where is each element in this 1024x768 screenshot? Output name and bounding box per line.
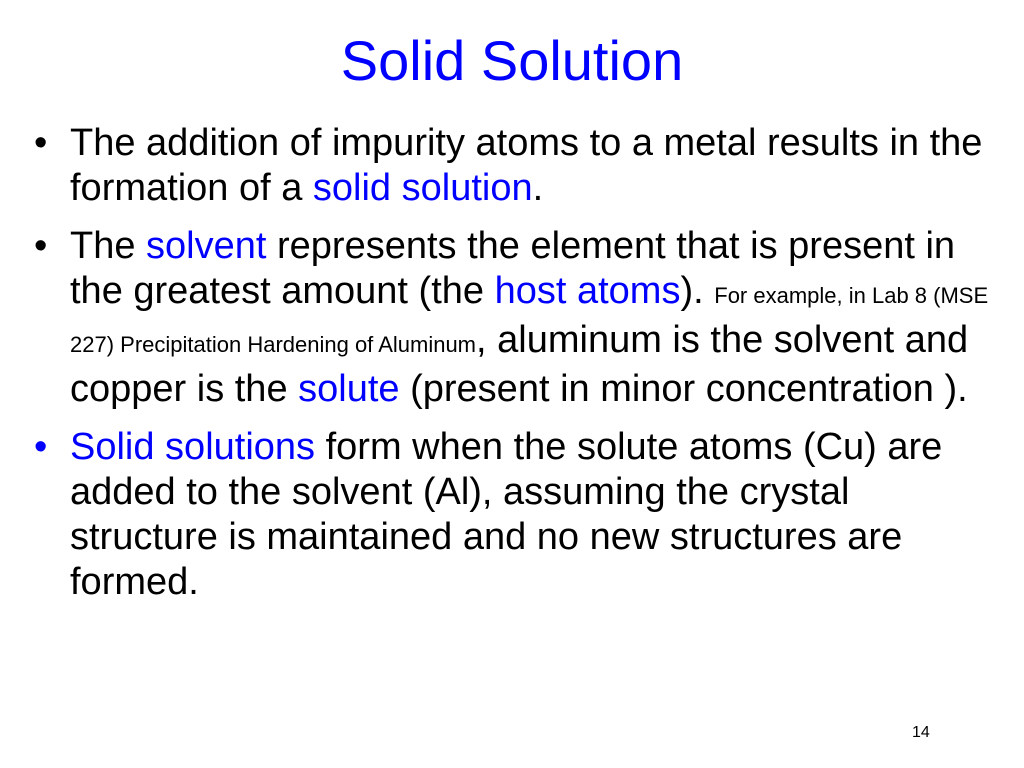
term-solute: solute — [298, 368, 400, 410]
bullet-text: , aluminum is the solvent and copper is the — [70, 319, 969, 410]
bullet-marker: • — [34, 122, 48, 164]
slide-title: Solid Solution — [340, 29, 684, 92]
bullet-item — [34, 425, 1004, 605]
term-host-atoms: host atoms — [494, 270, 681, 312]
bullet-text: (present in minor concentration ). — [399, 368, 968, 410]
bullet-marker: • — [34, 426, 48, 468]
term-solid-solutions: Solid solutions — [70, 426, 316, 468]
bullet-item — [34, 224, 1004, 412]
bullet-item — [34, 121, 1004, 211]
bullet-text: The addition of impurity atoms to a metal results in the formation of a — [70, 122, 983, 209]
page-number: 14 — [912, 724, 930, 741]
bullet-list — [34, 121, 1004, 618]
example-note: For example, in Lab 8 (MSE 227) Precipitation Hardening of Aluminum — [70, 283, 989, 357]
bullet-text: ). — [680, 270, 715, 312]
bullet-text: represents the element that is present in the greatest amount (the — [70, 225, 956, 312]
bullet-marker: • — [34, 225, 48, 267]
bullet-text: The — [70, 225, 147, 267]
bullet-text: . — [532, 167, 544, 209]
term-solvent: solvent — [146, 225, 267, 267]
term-solid-solution: solid solution — [312, 167, 533, 209]
bullet-text: form when the solute atoms (Cu) are added to the solvent (Al), assuming the crystal structure is maintained and no new structures are formed. — [70, 426, 943, 603]
